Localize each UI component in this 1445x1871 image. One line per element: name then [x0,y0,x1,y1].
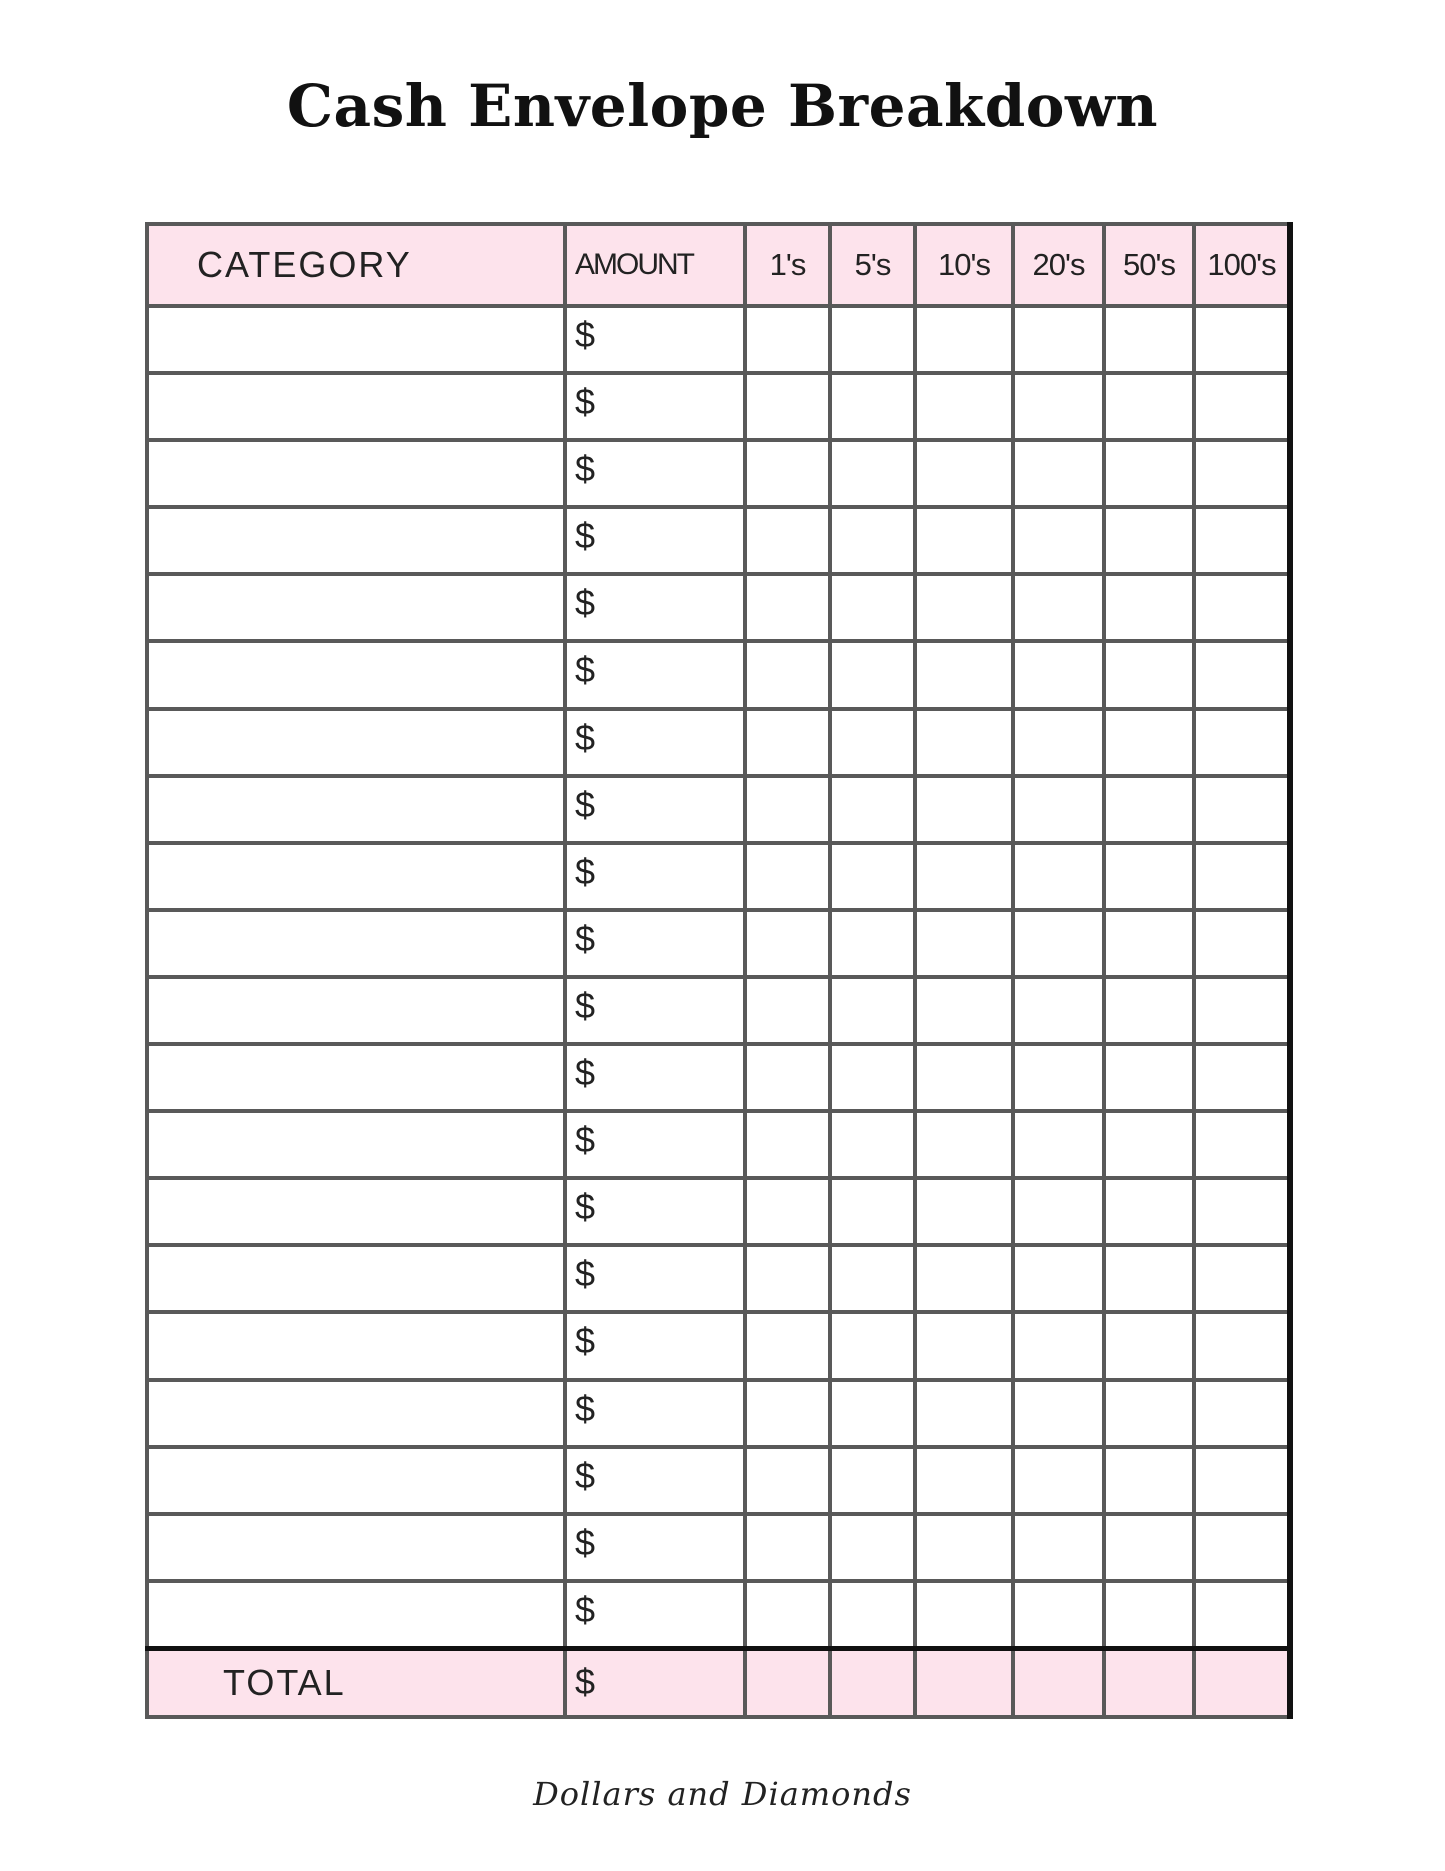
amount-cell[interactable] [565,709,745,776]
fifties-cell[interactable] [1104,910,1194,977]
header-row [147,224,1290,306]
fives-cell[interactable] [830,507,915,574]
tens-cell[interactable] [915,1581,1013,1649]
twenties-cell[interactable] [1013,440,1104,507]
dollar-sign: $ [575,1387,596,1429]
category-cell[interactable] [147,373,565,440]
twenties-cell[interactable] [1013,306,1104,373]
category-cell[interactable] [147,641,565,708]
tens-cell[interactable] [915,977,1013,1044]
ones-cell[interactable] [745,574,830,641]
fifties-cell[interactable] [1104,306,1194,373]
fives-cell[interactable] [830,1380,915,1447]
ones-cell[interactable] [745,1447,830,1514]
amount-cell[interactable] [565,373,745,440]
fives-cell[interactable] [830,1111,915,1178]
amount-cell[interactable] [565,1380,745,1447]
fives-cell[interactable] [830,910,915,977]
hundreds-cell[interactable] [1194,373,1290,440]
fives-cell[interactable] [830,1514,915,1581]
fifties-cell[interactable] [1104,1044,1194,1111]
table-row [147,641,1290,708]
hundreds-cell[interactable] [1194,1245,1290,1312]
fives-cell[interactable] [830,1447,915,1514]
hundreds-cell[interactable] [1194,1447,1290,1514]
total-label: TOTAL [147,1648,565,1717]
table-row [147,1312,1290,1379]
twenties-cell[interactable] [1013,1111,1104,1178]
hundreds-cell[interactable] [1194,641,1290,708]
amount-cell[interactable] [565,843,745,910]
category-cell[interactable] [147,440,565,507]
twenties-cell[interactable] [1013,1447,1104,1514]
table-row [147,1380,1290,1447]
dollar-sign: $ [575,1119,596,1161]
hundreds-cell[interactable] [1194,1514,1290,1581]
dollar-sign: $ [575,850,596,892]
tens-cell[interactable] [915,1514,1013,1581]
table-row [147,1514,1290,1581]
fifties-cell[interactable] [1104,641,1194,708]
amount-cell[interactable] [565,507,745,574]
table-row [147,1245,1290,1312]
ones-cell[interactable] [745,1178,830,1245]
twenties-cell[interactable] [1013,1312,1104,1379]
fives-cell[interactable] [830,977,915,1044]
total-fifties-cell[interactable] [1104,1648,1194,1717]
dollar-sign: $ [575,582,596,624]
hundreds-cell[interactable] [1194,1044,1290,1111]
tens-cell[interactable] [915,373,1013,440]
tens-cell[interactable] [915,1044,1013,1111]
fifties-cell[interactable] [1104,1245,1194,1312]
tens-cell[interactable] [915,843,1013,910]
tens-column-header: 10's [915,224,1013,306]
category-cell[interactable] [147,1312,565,1379]
hundreds-cell[interactable] [1194,910,1290,977]
table-row [147,574,1290,641]
fives-cell[interactable] [830,1581,915,1649]
category-cell[interactable] [147,1178,565,1245]
table-row [147,709,1290,776]
amount-cell[interactable] [565,1245,745,1312]
fives-cell[interactable] [830,306,915,373]
tens-cell[interactable] [915,1245,1013,1312]
tens-cell[interactable] [915,776,1013,843]
tens-cell[interactable] [915,1380,1013,1447]
amount-cell[interactable] [565,1447,745,1514]
footer-brand: Dollars and Diamonds [533,1775,912,1813]
ones-cell[interactable] [745,1111,830,1178]
amount-cell[interactable] [565,977,745,1044]
fives-cell[interactable] [830,1245,915,1312]
breakdown-table [145,222,1293,1719]
fifties-cell[interactable] [1104,709,1194,776]
table-row [147,1044,1290,1111]
ones-cell[interactable] [745,507,830,574]
twenties-cell[interactable] [1013,1581,1104,1649]
tens-cell[interactable] [915,1178,1013,1245]
category-cell[interactable] [147,709,565,776]
ones-cell[interactable] [745,910,830,977]
hundreds-cell[interactable] [1194,306,1290,373]
ones-cell[interactable] [745,1380,830,1447]
dollar-sign: $ [575,1454,596,1496]
total-amount-cell[interactable] [565,1648,745,1717]
fives-cell[interactable] [830,709,915,776]
ones-cell[interactable] [745,1312,830,1379]
total-row [147,1648,1290,1717]
fifties-cell[interactable] [1104,843,1194,910]
hundreds-cell[interactable] [1194,977,1290,1044]
table-row [147,910,1290,977]
ones-cell[interactable] [745,373,830,440]
tens-cell[interactable] [915,574,1013,641]
table-row [147,373,1290,440]
category-cell[interactable] [147,910,565,977]
table-row [147,1581,1290,1649]
fifties-cell[interactable] [1104,574,1194,641]
dollar-sign: $ [575,716,596,758]
ones-cell[interactable] [745,306,830,373]
dollar-sign: $ [575,1660,596,1702]
category-cell[interactable] [147,1581,565,1649]
twenties-cell[interactable] [1013,373,1104,440]
fifties-cell[interactable] [1104,440,1194,507]
amount-cell[interactable] [565,1178,745,1245]
tens-cell[interactable] [915,641,1013,708]
dollar-sign: $ [575,1521,596,1563]
amount-cell[interactable] [565,440,745,507]
twenties-cell[interactable] [1013,574,1104,641]
fifties-cell[interactable] [1104,1447,1194,1514]
fifties-column-header: 50's [1104,224,1194,306]
twenties-cell[interactable] [1013,1380,1104,1447]
twenties-cell[interactable] [1013,507,1104,574]
dollar-sign: $ [575,1253,596,1295]
hundreds-cell[interactable] [1194,1380,1290,1447]
dollar-sign: $ [575,917,596,959]
ones-cell[interactable] [745,977,830,1044]
total-tens-cell[interactable] [915,1648,1013,1717]
twenties-cell[interactable] [1013,977,1104,1044]
table-row [147,1178,1290,1245]
dollar-sign: $ [575,984,596,1026]
ones-cell[interactable] [745,1044,830,1111]
category-cell[interactable] [147,1245,565,1312]
fifties-cell[interactable] [1104,977,1194,1044]
ones-cell[interactable] [745,1514,830,1581]
fives-cell[interactable] [830,373,915,440]
twenties-cell[interactable] [1013,1178,1104,1245]
fives-cell[interactable] [830,440,915,507]
fives-column-header: 5's [830,224,915,306]
category-cell[interactable] [147,977,565,1044]
tens-cell[interactable] [915,709,1013,776]
ones-cell[interactable] [745,709,830,776]
category-cell[interactable] [147,574,565,641]
twenties-cell[interactable] [1013,709,1104,776]
fifties-cell[interactable] [1104,1514,1194,1581]
hundreds-cell[interactable] [1194,1111,1290,1178]
category-cell[interactable] [147,776,565,843]
fives-cell[interactable] [830,574,915,641]
fives-cell[interactable] [830,776,915,843]
page-title: Cash Envelope Breakdown [286,72,1159,140]
tens-cell[interactable] [915,1111,1013,1178]
dollar-sign: $ [575,381,596,423]
dollar-sign: $ [575,515,596,557]
total-ones-cell[interactable] [745,1648,830,1717]
ones-cell[interactable] [745,1581,830,1649]
amount-cell[interactable] [565,1514,745,1581]
category-cell[interactable] [147,306,565,373]
tens-cell[interactable] [915,910,1013,977]
cash-envelope-sheet [145,222,1288,1719]
dollar-sign: $ [575,1186,596,1228]
tens-cell[interactable] [915,306,1013,373]
table-row [147,1447,1290,1514]
hundreds-cell[interactable] [1194,507,1290,574]
dollar-sign: $ [575,1588,596,1630]
total-hundreds-cell[interactable] [1194,1648,1290,1717]
category-cell[interactable] [147,1044,565,1111]
table-row [147,440,1290,507]
fives-cell[interactable] [830,1044,915,1111]
tens-cell[interactable] [915,1312,1013,1379]
twenties-cell[interactable] [1013,1044,1104,1111]
dollar-sign: $ [575,649,596,691]
twenties-cell[interactable] [1013,1245,1104,1312]
table-body [147,306,1290,1717]
fives-cell[interactable] [830,1312,915,1379]
twenties-cell[interactable] [1013,641,1104,708]
ones-cell[interactable] [745,1245,830,1312]
fives-cell[interactable] [830,1178,915,1245]
twenties-cell[interactable] [1013,776,1104,843]
hundreds-cell[interactable] [1194,1312,1290,1379]
total-fives-cell[interactable] [830,1648,915,1717]
hundreds-cell[interactable] [1194,709,1290,776]
hundreds-cell[interactable] [1194,1178,1290,1245]
hundreds-cell[interactable] [1194,440,1290,507]
ones-cell[interactable] [745,776,830,843]
fifties-cell[interactable] [1104,1178,1194,1245]
amount-cell[interactable] [565,306,745,373]
table-row [147,843,1290,910]
tens-cell[interactable] [915,1447,1013,1514]
twenties-cell[interactable] [1013,843,1104,910]
amount-cell[interactable] [565,910,745,977]
amount-cell[interactable] [565,1044,745,1111]
category-cell[interactable] [147,1380,565,1447]
fifties-cell[interactable] [1104,373,1194,440]
dollar-sign: $ [575,448,596,490]
hundreds-cell[interactable] [1194,776,1290,843]
amount-cell[interactable] [565,574,745,641]
category-cell[interactable] [147,1447,565,1514]
tens-cell[interactable] [915,507,1013,574]
amount-cell[interactable] [565,1312,745,1379]
dollar-sign: $ [575,314,596,355]
ones-cell[interactable] [745,440,830,507]
category-cell[interactable] [147,843,565,910]
tens-cell[interactable] [915,440,1013,507]
table-row [147,776,1290,843]
table-row [147,1111,1290,1178]
fifties-cell[interactable] [1104,1111,1194,1178]
table-row [147,306,1290,373]
fifties-cell[interactable] [1104,776,1194,843]
twenties-cell[interactable] [1013,1514,1104,1581]
category-cell[interactable] [147,1111,565,1178]
amount-column-header: AMOUNT [565,224,745,306]
category-cell[interactable] [147,507,565,574]
fifties-cell[interactable] [1104,1312,1194,1379]
fifties-cell[interactable] [1104,507,1194,574]
ones-cell[interactable] [745,843,830,910]
category-column-header: CATEGORY [147,224,565,306]
fives-cell[interactable] [830,843,915,910]
fifties-cell[interactable] [1104,1581,1194,1649]
dollar-sign: $ [575,1052,596,1094]
hundreds-cell[interactable] [1194,1581,1290,1649]
ones-cell[interactable] [745,641,830,708]
amount-cell[interactable] [565,1581,745,1649]
amount-cell[interactable] [565,641,745,708]
hundreds-column-header: 100's [1194,224,1290,306]
twenties-column-header: 20's [1013,224,1104,306]
category-cell[interactable] [147,1514,565,1581]
hundreds-cell[interactable] [1194,843,1290,910]
hundreds-cell[interactable] [1194,574,1290,641]
twenties-cell[interactable] [1013,910,1104,977]
total-twenties-cell[interactable] [1013,1648,1104,1717]
ones-column-header: 1's [745,224,830,306]
amount-cell[interactable] [565,776,745,843]
fives-cell[interactable] [830,641,915,708]
dollar-sign: $ [575,783,596,825]
dollar-sign: $ [575,1320,596,1362]
amount-cell[interactable] [565,1111,745,1178]
fifties-cell[interactable] [1104,1380,1194,1447]
table-row [147,507,1290,574]
table-row [147,977,1290,1044]
